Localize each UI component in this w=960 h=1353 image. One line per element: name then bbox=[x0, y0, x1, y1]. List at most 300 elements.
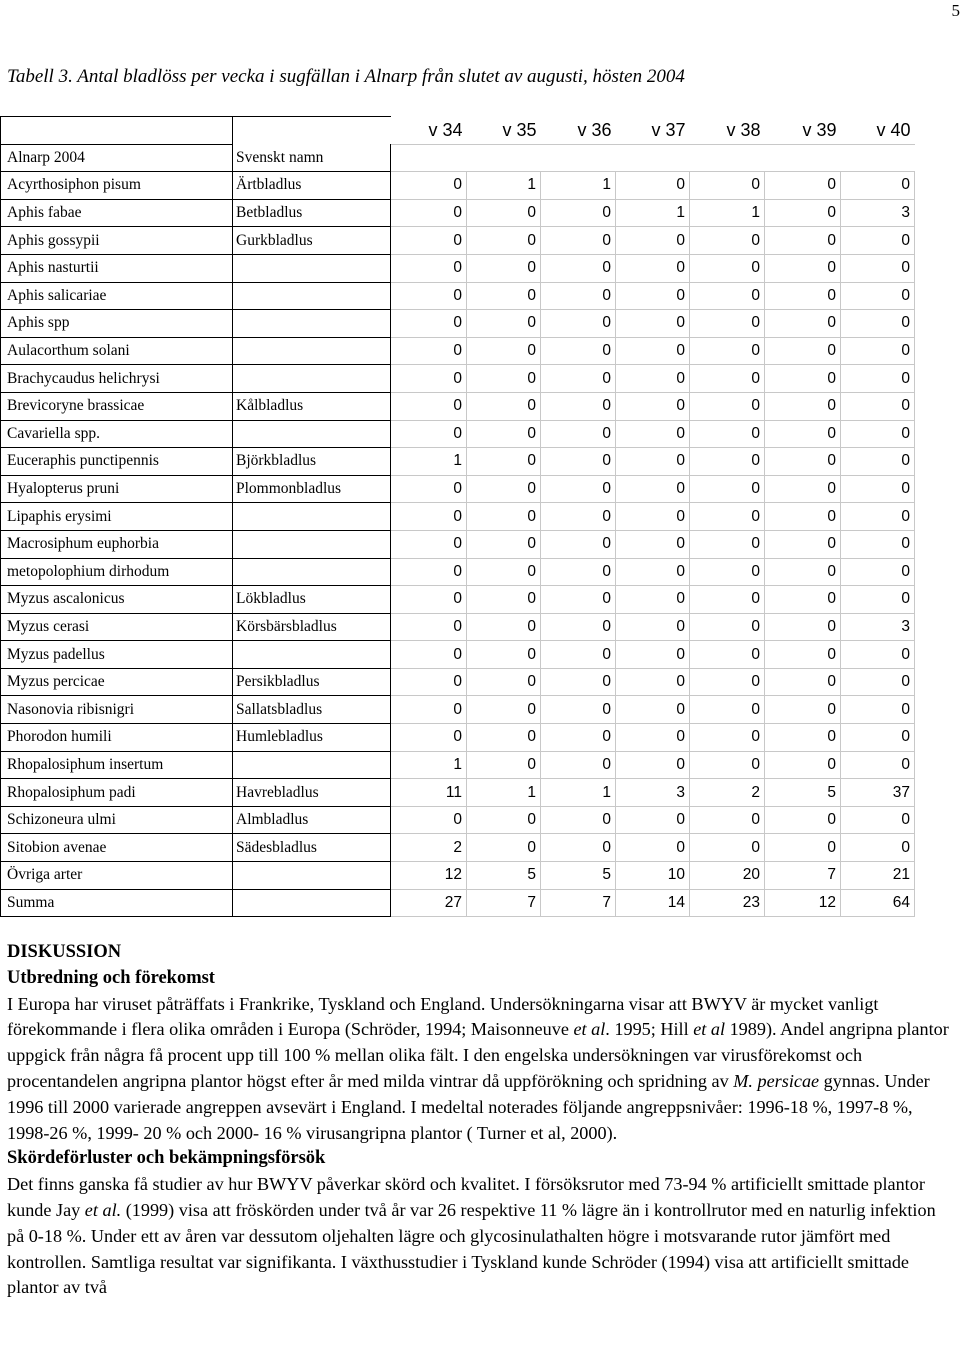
count-cell: 0 bbox=[467, 310, 541, 338]
count-cell: 0 bbox=[765, 254, 841, 282]
count-cell: 20 bbox=[690, 862, 765, 890]
count-cell: 0 bbox=[616, 724, 690, 752]
count-cell: 11 bbox=[391, 779, 467, 807]
table-row bbox=[1, 530, 915, 558]
swedish-name-cell: Ärtbladlus bbox=[233, 172, 391, 200]
count-cell: 0 bbox=[467, 751, 541, 779]
count-cell: 0 bbox=[541, 696, 616, 724]
italic-text: M. persicae bbox=[733, 1070, 820, 1091]
swedish-name-cell: Persikbladlus bbox=[233, 668, 391, 696]
count-cell: 0 bbox=[765, 586, 841, 614]
count-cell: 0 bbox=[765, 834, 841, 862]
count-cell: 0 bbox=[541, 310, 616, 338]
count-cell: 0 bbox=[467, 365, 541, 393]
count-cell: 0 bbox=[616, 834, 690, 862]
count-cell: 0 bbox=[616, 310, 690, 338]
swedish-name-cell: Plommonbladlus bbox=[233, 475, 391, 503]
italic-text: et al. bbox=[84, 1199, 122, 1220]
count-cell: 0 bbox=[841, 696, 915, 724]
count-cell: 0 bbox=[616, 613, 690, 641]
count-cell: 0 bbox=[690, 696, 765, 724]
count-cell: 0 bbox=[541, 282, 616, 310]
species-name-cell: Myzus ascalonicus bbox=[1, 586, 233, 614]
count-cell: 0 bbox=[467, 420, 541, 448]
count-cell: 0 bbox=[765, 392, 841, 420]
count-cell: 0 bbox=[690, 254, 765, 282]
page-number: 5 bbox=[951, 1, 960, 20]
count-cell: 0 bbox=[391, 199, 467, 227]
count-cell: 0 bbox=[765, 365, 841, 393]
count-cell: 0 bbox=[765, 227, 841, 255]
count-cell: 5 bbox=[541, 862, 616, 890]
count-cell: 0 bbox=[616, 172, 690, 200]
table-row bbox=[1, 448, 915, 476]
count-cell: 0 bbox=[541, 530, 616, 558]
swedish-name-cell: Sädesbladlus bbox=[233, 834, 391, 862]
swedish-name-cell bbox=[233, 503, 391, 531]
table-row bbox=[1, 254, 915, 282]
count-cell: 0 bbox=[391, 420, 467, 448]
table-row bbox=[1, 696, 915, 724]
count-cell: 23 bbox=[690, 889, 765, 917]
table-row bbox=[1, 392, 915, 420]
count-cell: 0 bbox=[541, 613, 616, 641]
count-cell: 0 bbox=[541, 448, 616, 476]
table-row bbox=[1, 862, 915, 890]
count-cell: 10 bbox=[616, 862, 690, 890]
swedish-name-cell: Havrebladlus bbox=[233, 779, 391, 807]
count-cell: 0 bbox=[616, 696, 690, 724]
table-caption: Tabell 3. Antal bladlöss per vecka i sugfällan i Alnarp från slutet av augusti, hösten 2004 bbox=[7, 66, 685, 87]
species-name-cell: Euceraphis punctipennis bbox=[1, 448, 233, 476]
count-cell: 37 bbox=[841, 779, 915, 807]
count-cell: 0 bbox=[841, 834, 915, 862]
week-header: v 34 bbox=[428, 119, 463, 140]
count-cell: 0 bbox=[765, 641, 841, 669]
count-cell: 0 bbox=[690, 475, 765, 503]
count-cell: 0 bbox=[541, 475, 616, 503]
species-name-cell: Brevicoryne brassicae bbox=[1, 392, 233, 420]
count-cell: 0 bbox=[690, 641, 765, 669]
species-name-cell: Schizoneura ulmi bbox=[1, 806, 233, 834]
count-cell: 0 bbox=[391, 613, 467, 641]
count-cell: 0 bbox=[616, 337, 690, 365]
count-cell: 0 bbox=[690, 586, 765, 614]
species-name-cell: Aphis salicariae bbox=[1, 282, 233, 310]
section-heading: DISKUSSION bbox=[7, 942, 122, 962]
count-cell: 0 bbox=[841, 806, 915, 834]
count-cell: 0 bbox=[841, 558, 915, 586]
swedish-name-cell bbox=[233, 337, 391, 365]
count-cell: 0 bbox=[391, 806, 467, 834]
species-name-cell: Myzus cerasi bbox=[1, 613, 233, 641]
count-cell: 0 bbox=[391, 310, 467, 338]
count-cell: 0 bbox=[765, 172, 841, 200]
count-cell: 0 bbox=[541, 558, 616, 586]
count-cell: 0 bbox=[690, 337, 765, 365]
count-cell: 0 bbox=[391, 282, 467, 310]
count-cell: 0 bbox=[690, 668, 765, 696]
count-cell: 0 bbox=[690, 530, 765, 558]
count-cell: 2 bbox=[391, 834, 467, 862]
count-cell: 0 bbox=[541, 503, 616, 531]
count-cell: 0 bbox=[391, 172, 467, 200]
species-name-cell: Macrosiphum euphorbia bbox=[1, 530, 233, 558]
swedish-name-cell bbox=[233, 558, 391, 586]
swedish-name-cell bbox=[233, 530, 391, 558]
count-cell: 0 bbox=[616, 254, 690, 282]
count-cell: 0 bbox=[467, 503, 541, 531]
swedish-name-cell: Körsbärsbladlus bbox=[233, 613, 391, 641]
count-cell: 0 bbox=[541, 254, 616, 282]
count-cell: 1 bbox=[391, 751, 467, 779]
count-cell: 0 bbox=[467, 530, 541, 558]
count-cell: 1 bbox=[616, 199, 690, 227]
count-cell: 0 bbox=[690, 834, 765, 862]
text-run: 1989). Andel angripna plantor uppgick från några få procent upp till 100 % mellan olika fält. I den engelska undersökningen var virusförekomst och procentandelen angripna plantor högst efter år med milda vintrar då uppförökning och spridning av bbox=[7, 1019, 949, 1091]
count-cell: 0 bbox=[467, 254, 541, 282]
paragraph-distribution bbox=[7, 992, 952, 1147]
count-cell: 0 bbox=[391, 254, 467, 282]
species-name-cell: Sitobion avenae bbox=[1, 834, 233, 862]
count-cell: 0 bbox=[690, 420, 765, 448]
species-name-cell: Aphis fabae bbox=[1, 199, 233, 227]
count-cell: 0 bbox=[467, 227, 541, 255]
week-header: v 38 bbox=[726, 119, 761, 140]
count-cell: 0 bbox=[541, 724, 616, 752]
species-name-cell: Aphis spp bbox=[1, 310, 233, 338]
count-cell: 0 bbox=[841, 641, 915, 669]
count-cell: 0 bbox=[391, 392, 467, 420]
count-cell: 0 bbox=[616, 806, 690, 834]
count-cell: 7 bbox=[765, 862, 841, 890]
swedish-name-cell bbox=[233, 641, 391, 669]
text-run: . 1995; Hill bbox=[605, 1019, 694, 1040]
count-cell: 0 bbox=[690, 310, 765, 338]
count-cell: 0 bbox=[841, 337, 915, 365]
count-cell: 0 bbox=[616, 282, 690, 310]
count-cell: 0 bbox=[467, 475, 541, 503]
count-cell: 0 bbox=[616, 365, 690, 393]
subheading-distribution: Utbredning och förekomst bbox=[7, 967, 215, 988]
count-cell: 0 bbox=[690, 503, 765, 531]
table-row bbox=[1, 889, 915, 917]
count-cell: 0 bbox=[841, 420, 915, 448]
count-cell: 0 bbox=[765, 199, 841, 227]
count-cell: 0 bbox=[690, 365, 765, 393]
count-cell: 7 bbox=[467, 889, 541, 917]
count-cell: 1 bbox=[467, 172, 541, 200]
count-cell: 0 bbox=[616, 392, 690, 420]
italic-text: et al bbox=[693, 1019, 726, 1040]
count-cell: 0 bbox=[541, 227, 616, 255]
table-row bbox=[1, 724, 915, 752]
count-cell: 0 bbox=[391, 558, 467, 586]
count-cell: 0 bbox=[616, 420, 690, 448]
count-cell: 0 bbox=[765, 310, 841, 338]
count-cell: 0 bbox=[541, 337, 616, 365]
table-row bbox=[1, 475, 915, 503]
count-cell: 1 bbox=[391, 448, 467, 476]
table-row bbox=[1, 668, 915, 696]
count-cell: 0 bbox=[765, 503, 841, 531]
count-cell: 0 bbox=[391, 503, 467, 531]
table-row bbox=[1, 365, 915, 393]
swedish-name-cell: Gurkbladlus bbox=[233, 227, 391, 255]
count-cell: 0 bbox=[765, 558, 841, 586]
count-cell: 0 bbox=[391, 475, 467, 503]
text-run: (1999) visa att fröskörden under två år var 26 respektive 11 % lägre än i kontrollrutor med en naturlig infektion på 0-18 %. Under ett av åren var dessutom oljehalten lägre och glycosinulathalten högre i motsvarande rutor jämfört med kontrollen. Samtliga resultat var signifikanta. I växthusstudier i Tyskland kunde Schröder (1994) visa att artificiellt smittade plantor av två bbox=[7, 1199, 936, 1298]
count-cell: 0 bbox=[841, 724, 915, 752]
col-header-swedish-name: Svenskt namn bbox=[233, 144, 391, 172]
species-name-cell: Aphis gossypii bbox=[1, 227, 233, 255]
count-cell: 0 bbox=[391, 724, 467, 752]
table-row bbox=[1, 641, 915, 669]
subheading-yield-losses: Skördeförluster och bekämpningsförsök bbox=[7, 1148, 326, 1169]
count-cell: 0 bbox=[541, 586, 616, 614]
table-row bbox=[1, 227, 915, 255]
species-name-cell: Aphis nasturtii bbox=[1, 254, 233, 282]
count-cell: 0 bbox=[690, 282, 765, 310]
count-cell: 0 bbox=[841, 310, 915, 338]
week-header: v 40 bbox=[876, 119, 911, 140]
count-cell: 0 bbox=[841, 475, 915, 503]
count-cell: 0 bbox=[391, 337, 467, 365]
swedish-name-cell bbox=[233, 862, 391, 890]
count-cell: 0 bbox=[690, 558, 765, 586]
species-name-cell: Rhopalosiphum padi bbox=[1, 779, 233, 807]
count-cell: 0 bbox=[467, 586, 541, 614]
count-cell: 0 bbox=[765, 806, 841, 834]
discussion-section bbox=[7, 940, 952, 1301]
table-row bbox=[1, 586, 915, 614]
table-row bbox=[1, 282, 915, 310]
count-cell: 0 bbox=[467, 668, 541, 696]
count-cell: 21 bbox=[841, 862, 915, 890]
count-cell: 7 bbox=[541, 889, 616, 917]
count-cell: 0 bbox=[541, 668, 616, 696]
count-cell: 0 bbox=[467, 448, 541, 476]
species-name-cell: Övriga arter bbox=[1, 862, 233, 890]
column-header-row bbox=[1, 144, 915, 172]
week-header: v 37 bbox=[651, 119, 686, 140]
species-name-cell: Brachycaudus helichrysi bbox=[1, 365, 233, 393]
swedish-name-cell bbox=[233, 282, 391, 310]
count-cell: 0 bbox=[391, 530, 467, 558]
count-cell: 0 bbox=[541, 806, 616, 834]
count-cell: 5 bbox=[765, 779, 841, 807]
count-cell: 0 bbox=[765, 475, 841, 503]
count-cell: 0 bbox=[541, 392, 616, 420]
count-cell: 0 bbox=[467, 834, 541, 862]
count-cell: 0 bbox=[541, 751, 616, 779]
text-run: gynnas. Under 1996 till 2000 varierade angreppen avsevärt i England. I medeltal noterades följande angreppsnivåer: 1996-18 %, 1997-8 %, 1998-26 %, 1999- 20 % och 2000- 16 % virusangripna plantor ( Turner et al, 2000). bbox=[7, 1070, 930, 1143]
count-cell: 0 bbox=[841, 172, 915, 200]
count-cell: 0 bbox=[616, 641, 690, 669]
count-cell: 0 bbox=[765, 337, 841, 365]
count-cell: 3 bbox=[616, 779, 690, 807]
swedish-name-cell: Lökbladlus bbox=[233, 586, 391, 614]
count-cell: 0 bbox=[690, 806, 765, 834]
week-header-row bbox=[1, 117, 915, 145]
swedish-name-cell: Betbladlus bbox=[233, 199, 391, 227]
table-row bbox=[1, 613, 915, 641]
count-cell: 0 bbox=[841, 668, 915, 696]
count-cell: 0 bbox=[841, 392, 915, 420]
species-name-cell: Hyalopterus pruni bbox=[1, 475, 233, 503]
count-cell: 0 bbox=[541, 365, 616, 393]
count-cell: 0 bbox=[391, 668, 467, 696]
count-cell: 5 bbox=[467, 862, 541, 890]
count-cell: 0 bbox=[616, 558, 690, 586]
count-cell: 0 bbox=[391, 586, 467, 614]
text-run: Det finns ganska få studier av hur BWYV påverkar skörd och kvalitet. I försöksrutor med 73-94 % artificiellt smittade plantor kunde Jay bbox=[7, 1174, 925, 1220]
count-cell: 2 bbox=[690, 779, 765, 807]
count-cell: 0 bbox=[616, 586, 690, 614]
count-cell: 0 bbox=[391, 641, 467, 669]
count-cell: 64 bbox=[841, 889, 915, 917]
count-cell: 0 bbox=[467, 806, 541, 834]
species-name-cell: Summa bbox=[1, 889, 233, 917]
count-cell: 0 bbox=[541, 199, 616, 227]
swedish-name-cell: Björkbladlus bbox=[233, 448, 391, 476]
count-cell: 27 bbox=[391, 889, 467, 917]
aphid-count-table bbox=[0, 116, 915, 917]
species-name-cell: Rhopalosiphum insertum bbox=[1, 751, 233, 779]
swedish-name-cell: Sallatsbladlus bbox=[233, 696, 391, 724]
swedish-name-cell: Kålbladlus bbox=[233, 392, 391, 420]
swedish-name-cell bbox=[233, 420, 391, 448]
count-cell: 0 bbox=[616, 668, 690, 696]
count-cell: 0 bbox=[467, 199, 541, 227]
count-cell: 0 bbox=[616, 503, 690, 531]
count-cell: 0 bbox=[616, 475, 690, 503]
count-cell: 0 bbox=[765, 448, 841, 476]
count-cell: 0 bbox=[467, 696, 541, 724]
table-row bbox=[1, 779, 915, 807]
swedish-name-cell bbox=[233, 254, 391, 282]
count-cell: 0 bbox=[765, 282, 841, 310]
species-name-cell: metopolophium dirhodum bbox=[1, 558, 233, 586]
species-name-cell: Nasonovia ribisnigri bbox=[1, 696, 233, 724]
swedish-name-cell bbox=[233, 889, 391, 917]
swedish-name-cell: Humlebladlus bbox=[233, 724, 391, 752]
count-cell: 0 bbox=[690, 227, 765, 255]
count-cell: 0 bbox=[467, 613, 541, 641]
count-cell: 0 bbox=[841, 227, 915, 255]
swedish-name-cell bbox=[233, 365, 391, 393]
count-cell: 0 bbox=[391, 227, 467, 255]
species-name-cell: Lipaphis erysimi bbox=[1, 503, 233, 531]
table-row bbox=[1, 199, 915, 227]
species-name-cell: Aulacorthum solani bbox=[1, 337, 233, 365]
count-cell: 0 bbox=[616, 448, 690, 476]
table-row bbox=[1, 503, 915, 531]
count-cell: 0 bbox=[841, 365, 915, 393]
week-header: v 39 bbox=[802, 119, 837, 140]
count-cell: 3 bbox=[841, 199, 915, 227]
table-row bbox=[1, 806, 915, 834]
count-cell: 12 bbox=[391, 862, 467, 890]
table-row bbox=[1, 834, 915, 862]
count-cell: 0 bbox=[541, 420, 616, 448]
count-cell: 0 bbox=[467, 337, 541, 365]
count-cell: 1 bbox=[690, 199, 765, 227]
swedish-name-cell bbox=[233, 751, 391, 779]
count-cell: 0 bbox=[690, 172, 765, 200]
count-cell: 0 bbox=[391, 365, 467, 393]
count-cell: 0 bbox=[616, 227, 690, 255]
count-cell: 0 bbox=[765, 613, 841, 641]
table-row bbox=[1, 420, 915, 448]
count-cell: 0 bbox=[690, 448, 765, 476]
count-cell: 0 bbox=[690, 724, 765, 752]
col-header-alnarp: Alnarp 2004 bbox=[1, 144, 233, 172]
count-cell: 0 bbox=[765, 420, 841, 448]
count-cell: 0 bbox=[541, 834, 616, 862]
table-row bbox=[1, 751, 915, 779]
count-cell: 0 bbox=[765, 668, 841, 696]
swedish-name-cell bbox=[233, 310, 391, 338]
count-cell: 0 bbox=[690, 751, 765, 779]
count-cell: 0 bbox=[467, 558, 541, 586]
count-cell: 0 bbox=[841, 282, 915, 310]
count-cell: 0 bbox=[391, 696, 467, 724]
count-cell: 0 bbox=[541, 641, 616, 669]
count-cell: 0 bbox=[841, 586, 915, 614]
species-name-cell: Cavariella spp. bbox=[1, 420, 233, 448]
count-cell: 3 bbox=[841, 613, 915, 641]
species-name-cell: Myzus padellus bbox=[1, 641, 233, 669]
species-name-cell: Phorodon humili bbox=[1, 724, 233, 752]
count-cell: 0 bbox=[467, 641, 541, 669]
species-name-cell: Myzus percicae bbox=[1, 668, 233, 696]
count-cell: 1 bbox=[541, 172, 616, 200]
italic-text: et al bbox=[573, 1019, 606, 1040]
count-cell: 0 bbox=[841, 254, 915, 282]
table-row bbox=[1, 337, 915, 365]
count-cell: 0 bbox=[765, 530, 841, 558]
count-cell: 0 bbox=[765, 751, 841, 779]
count-cell: 14 bbox=[616, 889, 690, 917]
count-cell: 1 bbox=[467, 779, 541, 807]
table-row bbox=[1, 558, 915, 586]
count-cell: 0 bbox=[765, 724, 841, 752]
count-cell: 12 bbox=[765, 889, 841, 917]
count-cell: 0 bbox=[690, 613, 765, 641]
count-cell: 0 bbox=[690, 392, 765, 420]
week-header: v 36 bbox=[577, 119, 612, 140]
table-row bbox=[1, 172, 915, 200]
count-cell: 0 bbox=[616, 751, 690, 779]
count-cell: 0 bbox=[467, 282, 541, 310]
count-cell: 0 bbox=[467, 724, 541, 752]
paragraph-yield-losses bbox=[7, 1172, 952, 1301]
count-cell: 1 bbox=[541, 779, 616, 807]
table-row bbox=[1, 310, 915, 338]
text-run: I Europa har viruset påträffats i Frankrike, Tyskland och England. Undersökningarna visar att BWYV är mycket vanligt förekommande i flera olika områden i Europa (Schröder, 1994; Maisonneuve bbox=[7, 993, 879, 1040]
species-name-cell: Acyrthosiphon pisum bbox=[1, 172, 233, 200]
swedish-name-cell: Almbladlus bbox=[233, 806, 391, 834]
count-cell: 0 bbox=[616, 530, 690, 558]
count-cell: 0 bbox=[467, 392, 541, 420]
count-cell: 0 bbox=[841, 448, 915, 476]
count-cell: 0 bbox=[841, 751, 915, 779]
count-cell: 0 bbox=[841, 530, 915, 558]
week-header: v 35 bbox=[502, 119, 537, 140]
count-cell: 0 bbox=[765, 696, 841, 724]
count-cell: 0 bbox=[841, 503, 915, 531]
